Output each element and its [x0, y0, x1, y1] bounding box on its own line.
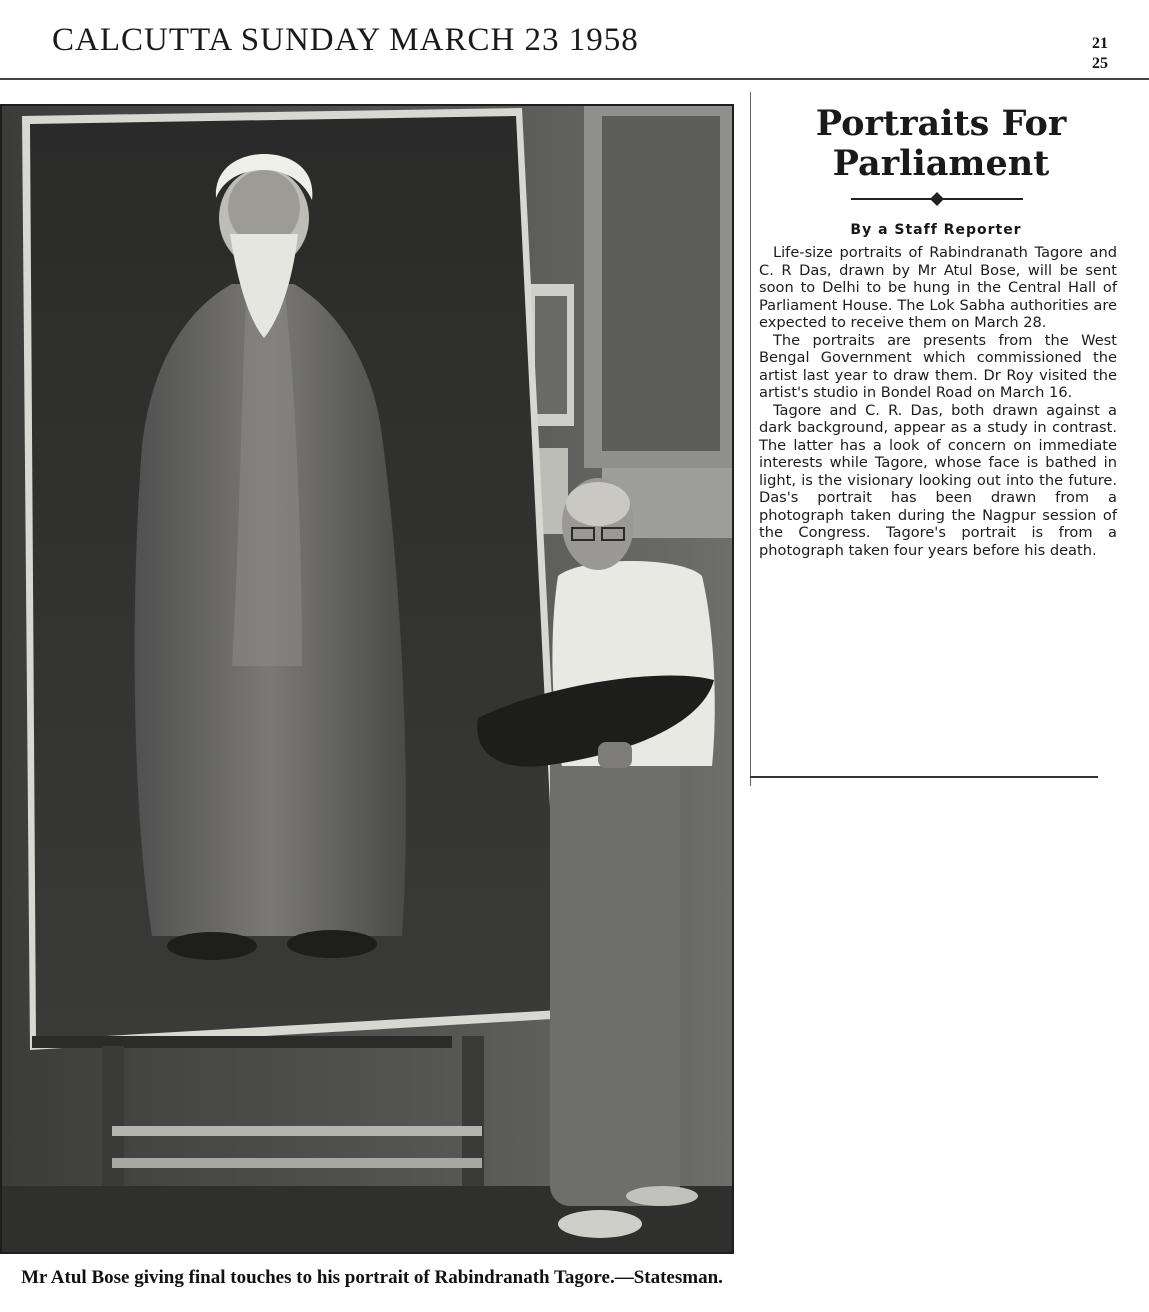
photo-caption: Mr Atul Bose giving final touches to his portrait of Rabindranath Tagore.—Statesman. [21, 1267, 723, 1288]
page-number-top: 21 [1092, 35, 1108, 52]
headline [763, 104, 1119, 184]
artist-trousers [550, 696, 680, 1206]
article-body [759, 244, 1117, 559]
article-paragraph: The portraits are presents from the West Bengal Government which commissioned the artist last year to draw them. Dr Roy visited the artist's studio in Bondel Road on March 16. [759, 331, 1117, 401]
page-number-bottom: 25 [1092, 55, 1108, 72]
masthead [0, 0, 1149, 80]
page-numbers [1080, 34, 1120, 74]
news-photograph [0, 104, 734, 1254]
photo-illustration [2, 106, 732, 1252]
byline: By a Staff Reporter [850, 222, 1022, 238]
headline-line-2: Parliament [832, 143, 1050, 184]
article [750, 92, 1121, 786]
article-end-rule [750, 776, 1098, 778]
headline-line-1: Portraits For [815, 103, 1067, 144]
article-paragraph: Tagore and C. R. Das, both drawn against a dark background, appear as a study in contrast. The latter has a look of concern on immediate interests while Tagore, whose face is bathed in light, is the visionary looking out into the future. Das's portrait has been drawn from a photograph taken during the Nagpur session of the Congress. Tagore's portrait is from a photograph taken four years before his death. [759, 401, 1117, 559]
article-paragraph: Life-size portraits of Rabindranath Tagore and C. R Das, drawn by Mr Atul Bose, will be sent soon to Delhi to be hung in the Central Hall of Parliament House. The Lok Sabha authorities are expected to receive them on March 28. [759, 244, 1117, 331]
headline-ornament [851, 192, 1023, 206]
dateline: CALCUTTA SUNDAY MARCH 23 1958 [52, 22, 639, 58]
